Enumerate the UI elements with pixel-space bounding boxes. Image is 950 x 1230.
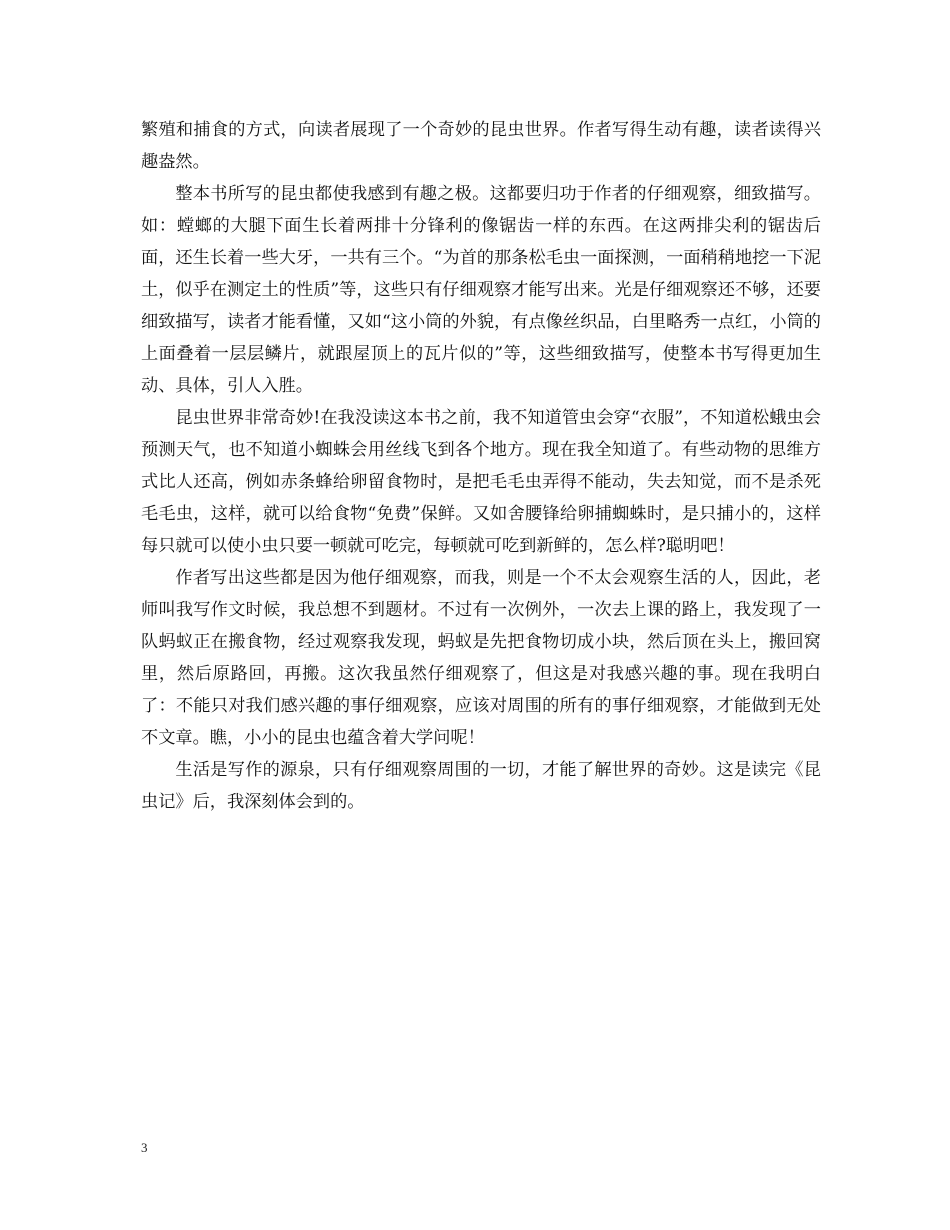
paragraph-5: 生活是写作的源泉，只有仔细观察周围的一切，才能了解世界的奇妙。这是读完《昆虫记》后，我深刻体会到的。 (141, 760, 821, 812)
paragraph-3: 昆虫世界非常奇妙!在我没读这本书之前，我不知道管虫会穿“衣服”，不知道松蛾虫会预测天气，也不知道小蜘蛛会用丝线飞到各个地方。现在我全知道了。有些动物的思维方式比人还高，例如赤条蜂给卵留食物时，是把毛毛虫弄得不能动，失去知觉，而不是杀死毛毛虫，这样，就可以给食物“免费”保鲜。又如舍腰锋给卵捕蜘蛛时，是只捕小的，这样每只就可以使小虫只要一顿就可吃完，每顿就可吃到新鲜的，怎么样?聪明吧！ (141, 408, 821, 556)
paragraph-2: 整本书所写的昆虫都使我感到有趣之极。这都要归功于作者的仔细观察，细致描写。如：螳螂的大腿下面生长着两排十分锋利的像锯齿一样的东西。在这两排尖利的锯齿后面，还生长着一些大牙，一共有三个。“为首的那条松毛虫一面探测，一面稍稍地挖一下泥土，似乎在测定土的性质”等，这些只有仔细观察才能写出来。光是仔细观察还不够，还要细致描写，读者才能看懂，又如“这小筒的外貌，有点像丝织品，白里略秀一点红，小筒的上面叠着一层层鳞片，就跟屋顶上的瓦片似的”等，这些细致描写，使整本书写得更加生动、具体，引人入胜。 (141, 184, 821, 396)
paragraph-1: 繁殖和捕食的方式，向读者展现了一个奇妙的昆虫世界。作者写得生动有趣，读者读得兴趣盎然。 (141, 120, 821, 172)
page-number: 3 (141, 1140, 148, 1155)
paragraph-4: 作者写出这些都是因为他仔细观察，而我，则是一个不太会观察生活的人，因此，老师叫我写作文时候，我总想不到题材。不过有一次例外，一次去上课的路上，我发现了一队蚂蚁正在搬食物，经过观察我发现，蚂蚁是先把食物切成小块，然后顶在头上，搬回窝里，然后原路回，再搬。这次我虽然仔细观察了，但这是对我感兴趣的事。现在我明白了：不能只对我们感兴趣的事仔细观察，应该对周围的所有的事仔细观察，才能做到无处不文章。瞧，小小的昆虫也蕴含着大学问呢！ (141, 568, 821, 748)
body-text (141, 114, 821, 818)
